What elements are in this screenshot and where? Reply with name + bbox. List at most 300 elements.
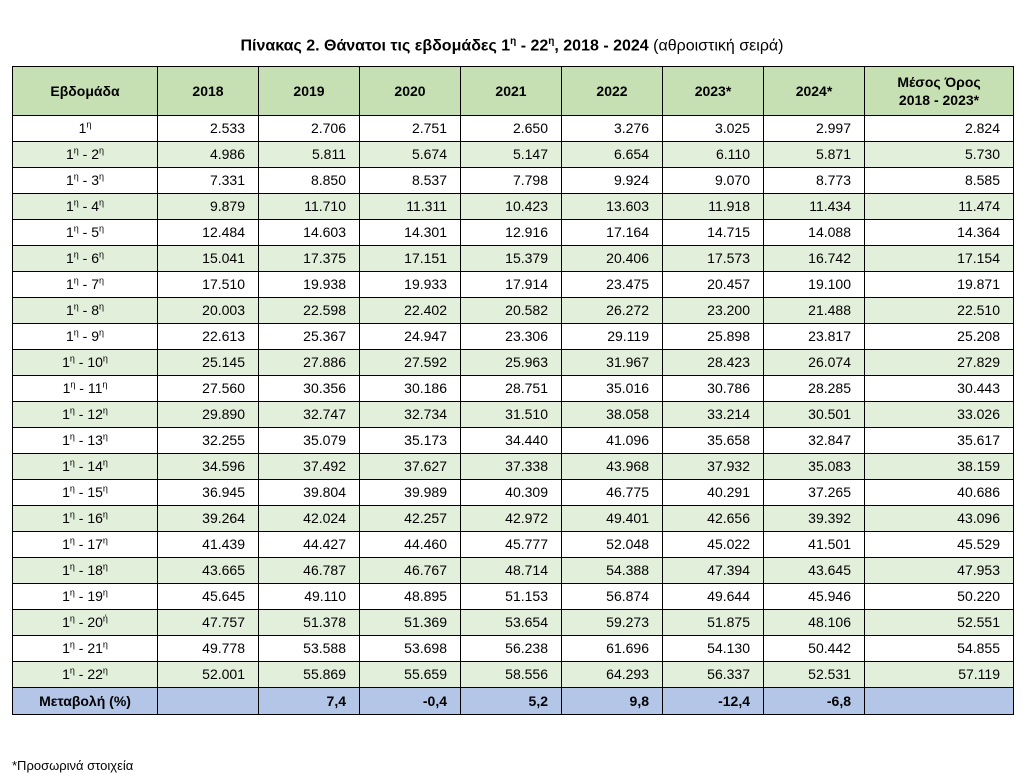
deaths-cell-2020: 14.301	[360, 220, 461, 246]
week-end-suffix: η	[99, 223, 105, 234]
header-2018: 2018	[158, 67, 259, 116]
week-start: 1	[65, 146, 74, 162]
week-end-suffix: η	[99, 145, 105, 156]
deaths-cell-2024: 26.074	[764, 350, 865, 376]
deaths-cell-2021: 53.654	[461, 610, 562, 636]
deaths-cell-2023: 3.025	[663, 116, 764, 142]
deaths-cell-2024: 50.442	[764, 636, 865, 662]
deaths-cell-2019: 8.850	[259, 168, 360, 194]
table-row	[13, 142, 1014, 168]
deaths-cell-average: 38.159	[865, 454, 1014, 480]
week-start-suffix: η	[73, 171, 79, 182]
header-row	[13, 67, 1014, 116]
deaths-cell-2024: 19.100	[764, 272, 865, 298]
table-row	[13, 584, 1014, 610]
table-row	[13, 298, 1014, 324]
header-average	[865, 67, 1014, 116]
deaths-cell-2019: 22.598	[259, 298, 360, 324]
deaths-cell-average: 22.510	[865, 298, 1014, 324]
deaths-cell-2021: 20.582	[461, 298, 562, 324]
week-range-cell	[13, 298, 158, 324]
deaths-cell-2023: 40.291	[663, 480, 764, 506]
deaths-cell-2018: 20.003	[158, 298, 259, 324]
week-end: - 17	[74, 536, 103, 552]
deaths-cell-2021: 23.306	[461, 324, 562, 350]
deaths-cell-2022: 54.388	[562, 558, 663, 584]
change-cell-2018	[158, 688, 259, 715]
week-end: - 22	[74, 666, 103, 682]
deaths-cell-2019: 30.356	[259, 376, 360, 402]
week-range-cell	[13, 558, 158, 584]
week-end: - 20	[74, 614, 103, 630]
deaths-cell-2018: 41.439	[158, 532, 259, 558]
header-average-line1: Μέσος Όρος	[897, 74, 981, 90]
deaths-cell-2024: 5.871	[764, 142, 865, 168]
deaths-cell-2022: 26.272	[562, 298, 663, 324]
week-start: 1	[62, 510, 70, 526]
deaths-cell-2018: 36.945	[158, 480, 259, 506]
week-start: 1	[62, 354, 70, 370]
title-sup-2: η	[548, 36, 555, 47]
week-range-cell	[13, 168, 158, 194]
week-start-suffix: η	[73, 327, 79, 338]
week-range-cell	[13, 272, 158, 298]
deaths-cell-2024: 48.106	[764, 610, 865, 636]
deaths-cell-2020: 46.767	[360, 558, 461, 584]
week-start-suffix: η	[73, 223, 79, 234]
table-row	[13, 116, 1014, 142]
footnote: *Προσωρινά στοιχεία	[12, 758, 134, 773]
week-start-suffix: η	[69, 561, 75, 572]
deaths-cell-2022: 23.475	[562, 272, 663, 298]
deaths-cell-2022: 61.696	[562, 636, 663, 662]
deaths-cell-2022: 52.048	[562, 532, 663, 558]
deaths-cell-2021: 25.963	[461, 350, 562, 376]
deaths-cell-2021: 37.338	[461, 454, 562, 480]
title-note: (αθροιστική σειρά)	[648, 37, 784, 55]
week-range-cell	[13, 246, 158, 272]
week-start-suffix: η	[69, 405, 75, 416]
deaths-cell-average: 57.119	[865, 662, 1014, 688]
deaths-cell-2024: 21.488	[764, 298, 865, 324]
deaths-cell-2020: 19.933	[360, 272, 461, 298]
header-2024: 2024*	[764, 67, 865, 116]
deaths-cell-2020: 39.989	[360, 480, 461, 506]
change-cell-2023: -12,4	[663, 688, 764, 715]
deaths-cell-2022: 6.654	[562, 142, 663, 168]
deaths-cell-average: 11.474	[865, 194, 1014, 220]
deaths-cell-average: 25.208	[865, 324, 1014, 350]
table-row	[13, 428, 1014, 454]
week-start-suffix: η	[69, 457, 75, 468]
header-week: Εβδομάδα	[13, 67, 158, 116]
deaths-cell-2019: 35.079	[259, 428, 360, 454]
table-row	[13, 454, 1014, 480]
deaths-cell-2018: 43.665	[158, 558, 259, 584]
deaths-cell-2024: 35.083	[764, 454, 865, 480]
change-cell-average	[865, 688, 1014, 715]
deaths-cell-2020: 11.311	[360, 194, 461, 220]
deaths-cell-2020: 2.751	[360, 116, 461, 142]
week-end: - 6	[78, 250, 100, 266]
deaths-cell-average: 17.154	[865, 246, 1014, 272]
deaths-cell-2021: 7.798	[461, 168, 562, 194]
deaths-cell-2022: 64.293	[562, 662, 663, 688]
week-end-suffix: η	[99, 197, 105, 208]
week-end-suffix: η	[102, 665, 108, 676]
deaths-cell-2024: 52.531	[764, 662, 865, 688]
deaths-cell-2022: 46.775	[562, 480, 663, 506]
week-start: 1	[78, 120, 87, 136]
deaths-cell-2019: 55.869	[259, 662, 360, 688]
deaths-cell-2023: 9.070	[663, 168, 764, 194]
deaths-cell-2019: 27.886	[259, 350, 360, 376]
week-start-suffix: η	[69, 353, 75, 364]
deaths-cell-2021: 10.423	[461, 194, 562, 220]
deaths-cell-2022: 38.058	[562, 402, 663, 428]
deaths-cell-2021: 42.972	[461, 506, 562, 532]
deaths-cell-average: 52.551	[865, 610, 1014, 636]
week-start: 1	[62, 588, 70, 604]
table-row	[13, 194, 1014, 220]
week-start-suffix: η	[69, 535, 75, 546]
week-range-cell	[13, 480, 158, 506]
week-start-suffix: η	[73, 275, 79, 286]
deaths-cell-2018: 34.596	[158, 454, 259, 480]
week-start-suffix: η	[73, 197, 79, 208]
week-start-suffix: η	[69, 509, 75, 520]
deaths-cell-2020: 53.698	[360, 636, 461, 662]
deaths-cell-2023: 6.110	[663, 142, 764, 168]
week-end-suffix: η	[102, 379, 108, 390]
deaths-cell-2024: 8.773	[764, 168, 865, 194]
week-start: 1	[62, 406, 70, 422]
deaths-cell-2019: 2.706	[259, 116, 360, 142]
table-row	[13, 350, 1014, 376]
deaths-cell-2018: 47.757	[158, 610, 259, 636]
deaths-cell-2023: 11.918	[663, 194, 764, 220]
deaths-cell-2020: 24.947	[360, 324, 461, 350]
week-end: - 21	[74, 640, 103, 656]
deaths-cell-2024: 32.847	[764, 428, 865, 454]
table-row	[13, 402, 1014, 428]
deaths-cell-2022: 31.967	[562, 350, 663, 376]
deaths-cell-average: 14.364	[865, 220, 1014, 246]
week-start: 1	[62, 666, 70, 682]
change-label: Μεταβολή (%)	[13, 688, 158, 715]
week-start: 1	[62, 380, 71, 396]
deaths-cell-2021: 17.914	[461, 272, 562, 298]
deaths-cell-2023: 42.656	[663, 506, 764, 532]
deaths-cell-2019: 42.024	[259, 506, 360, 532]
deaths-cell-average: 54.855	[865, 636, 1014, 662]
deaths-cell-2021: 5.147	[461, 142, 562, 168]
deaths-cell-2018: 15.041	[158, 246, 259, 272]
week-start: 1	[62, 536, 70, 552]
week-end: - 5	[78, 224, 100, 240]
deaths-cell-average: 40.686	[865, 480, 1014, 506]
deaths-cell-2019: 14.603	[259, 220, 360, 246]
table-row	[13, 558, 1014, 584]
week-range-cell	[13, 402, 158, 428]
deaths-cell-2023: 54.130	[663, 636, 764, 662]
deaths-cell-average: 43.096	[865, 506, 1014, 532]
week-start: 1	[62, 640, 70, 656]
week-end: - 2	[78, 146, 100, 162]
deaths-cell-2021: 48.714	[461, 558, 562, 584]
week-range-cell	[13, 376, 158, 402]
week-end-suffix: ή	[102, 613, 108, 624]
week-end-suffix: η	[99, 275, 105, 286]
deaths-cell-2024: 39.392	[764, 506, 865, 532]
deaths-cell-2019: 39.804	[259, 480, 360, 506]
deaths-cell-2021: 12.916	[461, 220, 562, 246]
week-range-cell	[13, 532, 158, 558]
deaths-cell-2024: 37.265	[764, 480, 865, 506]
title-sup-1: η	[510, 36, 517, 47]
week-start-suffix: η	[69, 431, 75, 442]
deaths-cell-2022: 9.924	[562, 168, 663, 194]
deaths-cell-2021: 2.650	[461, 116, 562, 142]
title-years: , 2018 - 2024	[554, 37, 649, 55]
deaths-cell-2020: 22.402	[360, 298, 461, 324]
header-2021: 2021	[461, 67, 562, 116]
deaths-cell-average: 19.871	[865, 272, 1014, 298]
deaths-cell-average: 50.220	[865, 584, 1014, 610]
header-2019: 2019	[259, 67, 360, 116]
deaths-cell-2023: 30.786	[663, 376, 764, 402]
deaths-cell-2021: 34.440	[461, 428, 562, 454]
deaths-cell-2019: 32.747	[259, 402, 360, 428]
deaths-cell-average: 27.829	[865, 350, 1014, 376]
deaths-cell-average: 45.529	[865, 532, 1014, 558]
week-start-suffix: η	[73, 249, 79, 260]
week-range-cell	[13, 194, 158, 220]
change-cell-2019: 7,4	[259, 688, 360, 715]
week-range-cell	[13, 220, 158, 246]
deaths-cell-2019: 49.110	[259, 584, 360, 610]
week-end-suffix: η	[99, 249, 105, 260]
header-average-line2: 2018 - 2023*	[898, 92, 980, 108]
deaths-cell-2021: 28.751	[461, 376, 562, 402]
week-end: - 7	[78, 276, 100, 292]
week-end: - 9	[78, 328, 100, 344]
deaths-cell-2020: 48.895	[360, 584, 461, 610]
week-end-suffix: η	[102, 509, 108, 520]
change-row	[13, 688, 1014, 715]
week-range-cell	[13, 636, 158, 662]
deaths-cell-average: 35.617	[865, 428, 1014, 454]
deaths-cell-2023: 47.394	[663, 558, 764, 584]
deaths-cell-2023: 14.715	[663, 220, 764, 246]
deaths-cell-2020: 8.537	[360, 168, 461, 194]
deaths-cell-2022: 43.968	[562, 454, 663, 480]
deaths-cell-2018: 2.533	[158, 116, 259, 142]
deaths-cell-2024: 30.501	[764, 402, 865, 428]
table-row	[13, 246, 1014, 272]
table-title	[0, 36, 1024, 55]
week-start: 1	[65, 198, 74, 214]
deaths-table	[12, 66, 1014, 715]
deaths-cell-2018: 27.560	[158, 376, 259, 402]
deaths-cell-2018: 25.145	[158, 350, 259, 376]
change-cell-2021: 5,2	[461, 688, 562, 715]
week-end-suffix: η	[102, 639, 108, 650]
week-range-cell	[13, 428, 158, 454]
week-start-suffix: η	[70, 379, 76, 390]
deaths-cell-2018: 17.510	[158, 272, 259, 298]
week-end-suffix: η	[102, 457, 108, 468]
deaths-cell-2023: 35.658	[663, 428, 764, 454]
deaths-cell-2023: 45.022	[663, 532, 764, 558]
week-end-suffix: η	[102, 587, 108, 598]
deaths-cell-2024: 16.742	[764, 246, 865, 272]
week-start: 1	[65, 276, 74, 292]
week-start-suffix: η	[73, 145, 79, 156]
deaths-cell-2018: 52.001	[158, 662, 259, 688]
deaths-cell-2019: 19.938	[259, 272, 360, 298]
deaths-cell-2023: 49.644	[663, 584, 764, 610]
table-row	[13, 532, 1014, 558]
deaths-cell-2019: 37.492	[259, 454, 360, 480]
week-end: - 14	[74, 458, 103, 474]
deaths-cell-2019: 11.710	[259, 194, 360, 220]
deaths-cell-2018: 22.613	[158, 324, 259, 350]
week-start-suffix: η	[69, 613, 75, 624]
deaths-cell-2024: 14.088	[764, 220, 865, 246]
deaths-cell-2024: 2.997	[764, 116, 865, 142]
deaths-cell-2023: 17.573	[663, 246, 764, 272]
week-start-suffix: η	[86, 119, 92, 130]
deaths-cell-2019: 51.378	[259, 610, 360, 636]
deaths-cell-2022: 3.276	[562, 116, 663, 142]
table-row	[13, 220, 1014, 246]
week-range-cell	[13, 506, 158, 532]
deaths-cell-2018: 9.879	[158, 194, 259, 220]
deaths-cell-2021: 51.153	[461, 584, 562, 610]
week-start: 1	[65, 172, 74, 188]
deaths-cell-2020: 35.173	[360, 428, 461, 454]
week-end: - 4	[78, 198, 100, 214]
week-range-cell	[13, 454, 158, 480]
week-end-suffix: η	[102, 535, 108, 546]
change-cell-2020: -0,4	[360, 688, 461, 715]
table-row	[13, 662, 1014, 688]
deaths-cell-average: 2.824	[865, 116, 1014, 142]
week-start: 1	[65, 302, 74, 318]
week-range-cell	[13, 324, 158, 350]
week-start-suffix: η	[69, 587, 75, 598]
week-end-suffix: η	[99, 327, 105, 338]
table-row	[13, 168, 1014, 194]
deaths-cell-2024: 45.946	[764, 584, 865, 610]
week-end: - 3	[78, 172, 100, 188]
deaths-cell-2020: 51.369	[360, 610, 461, 636]
deaths-cell-2023: 51.875	[663, 610, 764, 636]
deaths-cell-2020: 55.659	[360, 662, 461, 688]
table-row	[13, 480, 1014, 506]
deaths-cell-2020: 5.674	[360, 142, 461, 168]
deaths-cell-2021: 15.379	[461, 246, 562, 272]
change-cell-2022: 9,8	[562, 688, 663, 715]
table-row	[13, 376, 1014, 402]
week-start: 1	[65, 328, 74, 344]
deaths-cell-2018: 12.484	[158, 220, 259, 246]
deaths-cell-average: 5.730	[865, 142, 1014, 168]
week-range-cell	[13, 142, 158, 168]
deaths-cell-2023: 25.898	[663, 324, 764, 350]
week-end-suffix: η	[99, 301, 105, 312]
deaths-cell-2023: 23.200	[663, 298, 764, 324]
deaths-cell-2019: 5.811	[259, 142, 360, 168]
deaths-cell-2023: 28.423	[663, 350, 764, 376]
deaths-cell-average: 33.026	[865, 402, 1014, 428]
table-row	[13, 272, 1014, 298]
week-end-suffix: η	[102, 431, 108, 442]
deaths-cell-2020: 27.592	[360, 350, 461, 376]
week-end: - 8	[78, 302, 100, 318]
deaths-cell-2020: 32.734	[360, 402, 461, 428]
deaths-cell-2024: 23.817	[764, 324, 865, 350]
deaths-cell-2022: 41.096	[562, 428, 663, 454]
table-row	[13, 324, 1014, 350]
week-end: - 10	[74, 354, 103, 370]
table-body	[13, 116, 1014, 688]
deaths-cell-2023: 20.457	[663, 272, 764, 298]
deaths-cell-2020: 42.257	[360, 506, 461, 532]
deaths-cell-2019: 25.367	[259, 324, 360, 350]
deaths-cell-2020: 30.186	[360, 376, 461, 402]
table-row	[13, 636, 1014, 662]
deaths-cell-2022: 59.273	[562, 610, 663, 636]
table-row	[13, 610, 1014, 636]
week-start: 1	[62, 484, 70, 500]
week-start-suffix: η	[69, 665, 75, 676]
deaths-cell-2021: 58.556	[461, 662, 562, 688]
week-end: - 11	[75, 380, 103, 396]
header-2023: 2023*	[663, 67, 764, 116]
deaths-cell-2020: 17.151	[360, 246, 461, 272]
deaths-cell-average: 8.585	[865, 168, 1014, 194]
deaths-cell-2018: 7.331	[158, 168, 259, 194]
deaths-cell-2021: 40.309	[461, 480, 562, 506]
deaths-cell-2019: 17.375	[259, 246, 360, 272]
week-range-cell	[13, 350, 158, 376]
deaths-cell-2021: 45.777	[461, 532, 562, 558]
week-start: 1	[62, 458, 70, 474]
week-end-suffix: η	[99, 171, 105, 182]
deaths-cell-2022: 29.119	[562, 324, 663, 350]
deaths-cell-2022: 56.874	[562, 584, 663, 610]
deaths-cell-2018: 29.890	[158, 402, 259, 428]
deaths-cell-2019: 44.427	[259, 532, 360, 558]
deaths-cell-2024: 43.645	[764, 558, 865, 584]
deaths-cell-2018: 45.645	[158, 584, 259, 610]
week-end-suffix: η	[102, 353, 108, 364]
week-end-suffix: η	[102, 405, 108, 416]
deaths-cell-average: 47.953	[865, 558, 1014, 584]
deaths-cell-average: 30.443	[865, 376, 1014, 402]
deaths-cell-2022: 49.401	[562, 506, 663, 532]
deaths-cell-2023: 33.214	[663, 402, 764, 428]
week-range-cell	[13, 116, 158, 142]
week-end: - 13	[74, 432, 103, 448]
deaths-cell-2021: 56.238	[461, 636, 562, 662]
deaths-cell-2020: 44.460	[360, 532, 461, 558]
deaths-cell-2023: 56.337	[663, 662, 764, 688]
deaths-cell-2023: 37.932	[663, 454, 764, 480]
deaths-cell-2022: 13.603	[562, 194, 663, 220]
